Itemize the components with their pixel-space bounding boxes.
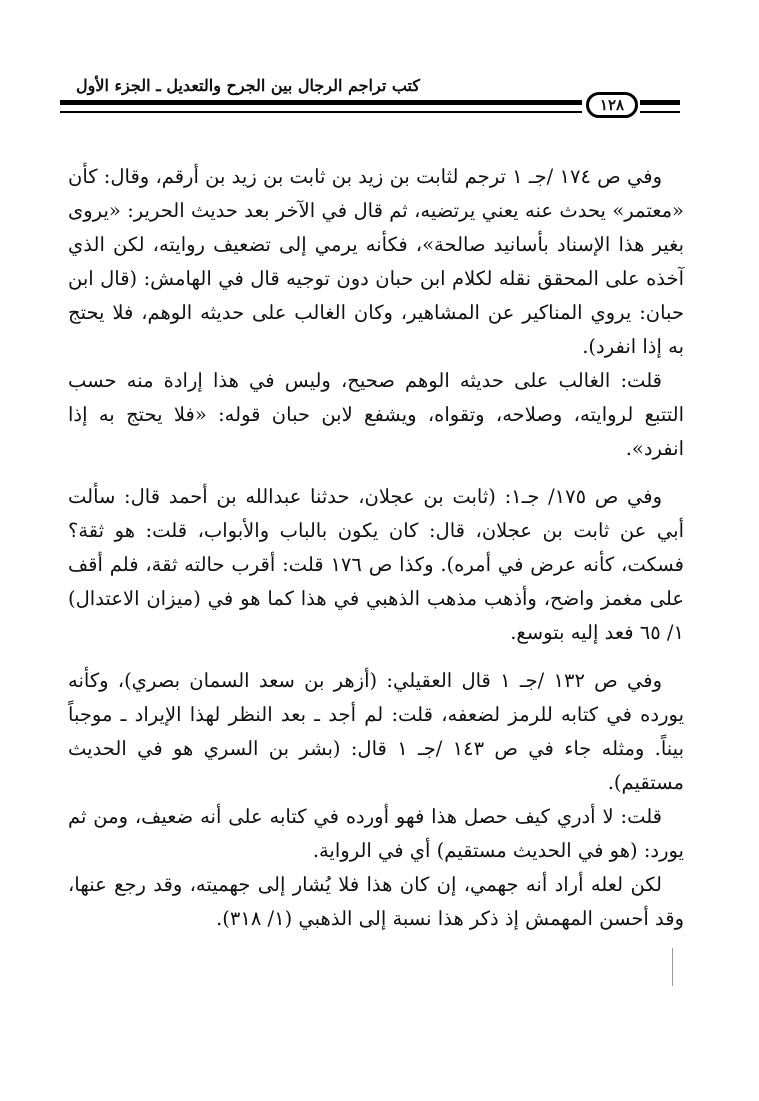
running-header-title: كتب تراجم الرجال بين الجرح والتعديل ـ الجزء الأول [76,76,420,95]
page-number: ١٢٨ [599,96,625,114]
paragraph: قلت: لا أدري كيف حصل هذا فهو أورده في كتابه على أنه ضعيف، ومن ثم يورد: (هو في الحديث مستقيم) أي في الرواية. [68,805,684,862]
page-body [68,160,684,936]
paragraph: قلت: الغالب على حديثه الوهم صحيح، وليس في هذا إرادة منه حسب التتبع لروايته، وصلاحه، وتقواه، ويشفع لابن حبان قوله: «فلا يحتج به إذا انفرد». [68,369,684,460]
header-rule-thick [60,100,582,105]
paragraph: لكن لعله أراد أنه جهمي، إن كان هذا فلا يُشار إلى جهميته، وقد رجع عنها، وقد أحسن المهمش إذ ذكر هذا نسبة إلى الذهبي (١/ ٣١٨). [68,873,684,930]
paragraph: وفي ص ١٣٢ /جـ ١ قال العقيلي: (أزهر بن سعد السمان بصري)، وكأنه يورده في كتابه للرمز لضعفه، قلت: لم أجد ـ بعد النظر لهذا الإيراد ـ موجباً بيناً. ومثله جاء في ص ١٤٣ /جـ ١ قال: (بشر بن السري هو في الحديث مستقيم). [68,669,684,794]
page-number-badge [586,92,638,118]
header-rule-thin [60,111,582,113]
header-rule-right-thick [640,100,680,105]
margin-mark [672,948,673,986]
header-rule-right-thin [640,111,680,113]
paragraph: وفي ص ١٧٤ /جـ ١ ترجم لثابت بن زيد بن ثابت بن زيد بن أرقم، وقال: كأن «معتمر» يحدث عنه يعني يرتضيه، ثم قال في الآخر بعد حديث الحرير: «يروى بغير هذا الإسناد بأسانيد صالحة»، فكأنه يرمي إلى تضعيف روايته، لكن الذي آخذه على المحقق نقله لكلام ابن حبان دون توجيه قال في الهامش: (قال ابن حبان: يروي المناكير عن المشاهير، وكان الغالب على حديثه الوهم، فلا يحتج به إذا انفرد). [68,165,684,358]
paragraph: وفي ص ١٧٥/ جـ١: (ثابت بن عجلان، حدثنا عبدالله بن أحمد قال: سألت أبي عن ثابت بن عجلان، قال: كان يكون بالباب والأبواب، قلت: هو ثقة؟ فسكت، كأنه عرض في أمره). وكذا ص ١٧٦ قلت: أقرب حالته ثقة، فلم أقف على مغمز واضح، وأذهب مذهب الذهبي في هذا كما هو في (ميزان الاعتدال) ١/ ٦٥ فعد إليه بتوسع. [68,485,684,644]
